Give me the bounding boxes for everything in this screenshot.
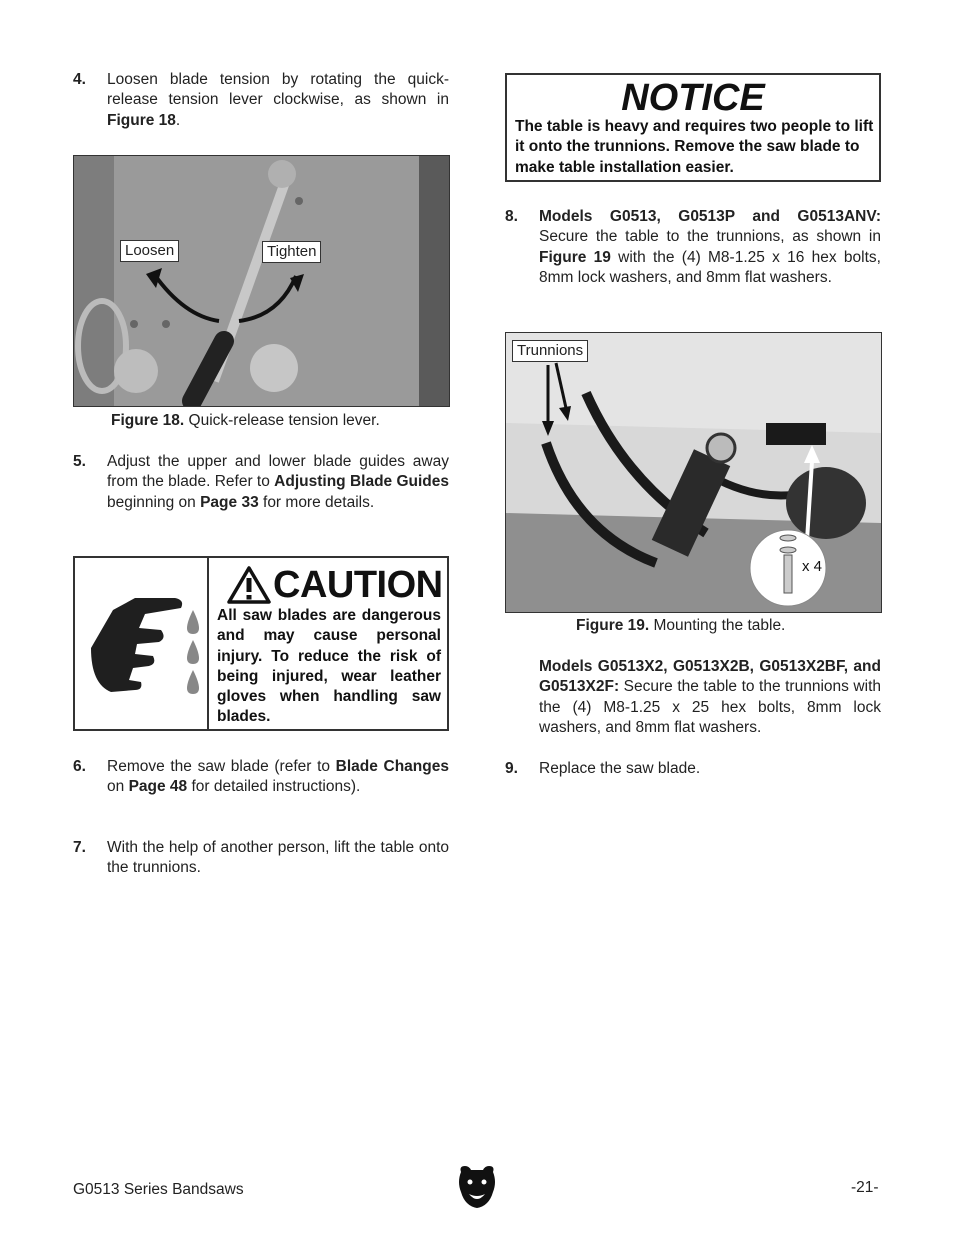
gloved-hand-icon bbox=[83, 588, 201, 703]
loosen-label: Loosen bbox=[120, 240, 179, 262]
footer-title: G0513 Series Bandsaws bbox=[73, 1181, 244, 1198]
step-9-text: Replace the saw blade. bbox=[539, 760, 701, 777]
notice-text: The table is heavy and requires two people to lift it onto the trunnions. Remove the saw blade to make table installation easier. bbox=[515, 118, 874, 176]
figure-18-caption: Figure 18. Quick-release tension lever. bbox=[111, 412, 380, 429]
step-4-text: Loosen blade tension by rotating the quick-release tension lever clockwise, as shown in Figure 18. bbox=[107, 71, 449, 129]
step-6-text: Remove the saw blade (refer to Blade Changes on Page 48 for detailed instructions). bbox=[107, 758, 449, 796]
quantity-label: x 4 bbox=[802, 558, 823, 575]
caution-box bbox=[73, 556, 449, 731]
caution-title: CAUTION bbox=[273, 564, 443, 606]
trunnions-label: Trunnions bbox=[512, 340, 588, 362]
figure-19-photo bbox=[505, 332, 882, 613]
figure-19-caption: Figure 19. Mounting the table. bbox=[576, 617, 786, 634]
step-7-number: 7. bbox=[73, 839, 86, 856]
warning-triangle-icon bbox=[227, 566, 271, 604]
notice-box bbox=[505, 73, 881, 182]
step-7-text: With the help of another person, lift the table onto the trunnions. bbox=[107, 839, 449, 877]
step-5-text: Adjust the upper and lower blade guides away from the blade. Refer to Adjusting Blade Guides beginning on Page 33 for more details. bbox=[107, 453, 450, 511]
step-9-number: 9. bbox=[505, 760, 518, 777]
caution-text: All saw blades are dangerous and may cause personal injury. To reduce the risk of being injured, wear leather gloves when handling saw blades. bbox=[217, 607, 441, 726]
figure-18-photo bbox=[73, 155, 450, 407]
page-number: -21- bbox=[851, 1179, 879, 1196]
step-4-number: 4. bbox=[73, 71, 86, 88]
step-5-number: 5. bbox=[73, 453, 86, 470]
step-8-text: Models G0513, G0513P and G0513ANV: Secure the table to the trunnions, as shown in Figure 19 with the (4) M8-1.25 x 16 hex bolts, 8mm lock washers, and 8mm flat washers. bbox=[539, 208, 881, 286]
notice-title: NOTICE bbox=[621, 77, 765, 119]
models-x2-text: Models G0513X2, G0513X2B, G0513X2BF, and G0513X2F: Secure the table to the trunnions with the (4) M8-1.25 x 25 hex bolts, 8mm lock washers, and 8mm flat washers. bbox=[539, 658, 881, 736]
grizzly-bear-logo-icon bbox=[457, 1164, 497, 1210]
tighten-label: Tighten bbox=[262, 241, 321, 263]
step-6-number: 6. bbox=[73, 758, 86, 775]
step-8-number: 8. bbox=[505, 208, 518, 225]
